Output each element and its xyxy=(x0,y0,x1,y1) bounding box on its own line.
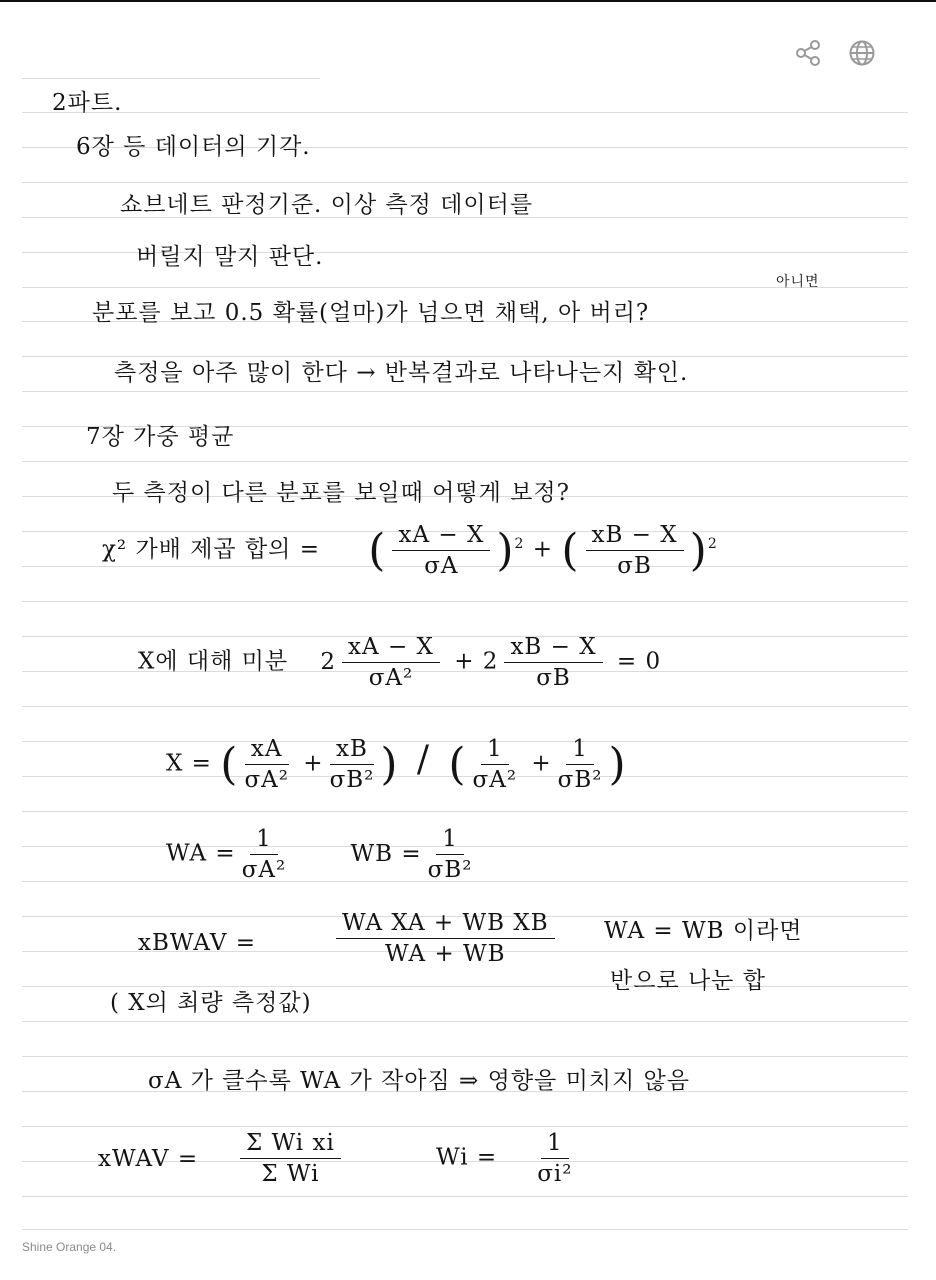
equation-weights xyxy=(166,826,478,883)
wb-numerator: 1 xyxy=(436,826,464,855)
wav-numerator: WA XA + WB XB xyxy=(336,910,555,939)
general-wav-label: xWAV = xyxy=(98,1146,199,1172)
general-wav-numerator: Σ Wi xi xyxy=(240,1130,341,1159)
xbest-n3: 1 xyxy=(481,736,509,765)
xbest-n2: xB xyxy=(330,736,374,765)
chi-b-numerator: xB − X xyxy=(586,522,684,551)
equation-derivative: X에 대해 미분 2 $\frac{xA - X}{\text{σA²}}$ + 2 $\frac{xB - X}{\sigma B}$ = 0 xyxy=(138,634,662,691)
xbest-d1: σA² xyxy=(244,767,289,793)
wi-numerator: 1 xyxy=(541,1130,569,1159)
note-half-sum: 반으로 나눈 합 xyxy=(610,968,766,994)
share-icon[interactable] xyxy=(792,37,824,69)
equation-x-best: X = ( $\frac{xA}{\text{σA²}}$ + $\frac{xB}{\text{σB²}}$ ) / ( $\frac{1}{\text{σA²}}$ + $\frac{1}{\text{σB²}}$ ) xyxy=(166,736,627,793)
note-annotation-or: 아니면 xyxy=(776,274,820,290)
equation-wi xyxy=(436,1130,578,1187)
deriv-b-numerator: xB − X xyxy=(504,634,602,663)
wa-denominator: σA² xyxy=(241,857,287,883)
note-line-part-title: 2파트. xyxy=(52,90,123,116)
wav-denominator: WA + WB xyxy=(385,941,506,967)
note-line-decide: 버릴지 말지 판단. xyxy=(136,244,324,270)
note-line-question: 두 측정이 다른 분포를 보일때 어떻게 보정? xyxy=(112,480,570,506)
xbest-d4: σB² xyxy=(557,767,603,793)
note-line-chapter7: 7장 가중 평균 xyxy=(86,424,235,450)
chi-a-denominator: σA xyxy=(424,553,459,579)
note-equal-weights: WA = WB 이라면 xyxy=(604,918,803,944)
chi-b-denominator: σB xyxy=(617,553,652,579)
equation-weighted-average xyxy=(330,910,561,967)
wi-label: Wi = xyxy=(436,1144,498,1171)
wi-denominator: σi² xyxy=(537,1161,573,1187)
wb-label: WB = xyxy=(350,840,422,867)
globe-icon[interactable] xyxy=(846,37,878,69)
deriv-b-denominator: σB xyxy=(536,665,571,691)
xbest-d2: σB² xyxy=(329,767,375,793)
chi-a-numerator: xA − X xyxy=(392,522,490,551)
note-line-repeat: 측정을 아주 많이 한다 → 반복결과로 나타나는지 확인. xyxy=(114,360,689,386)
x-equals: X = xyxy=(166,750,212,777)
note-line-influence: σA 가 클수록 WA 가 작아짐 ⇒ 영향을 미치지 않음 xyxy=(148,1068,690,1094)
deriv-a-numerator: xA − X xyxy=(342,634,440,663)
xbest-n1: xA xyxy=(245,736,289,765)
paper-brand: Shine Orange 04. xyxy=(22,1240,117,1254)
wa-label: WA = xyxy=(166,840,236,867)
deriv-a-denominator: σA² xyxy=(368,665,414,691)
equation-chi-square: χ² 가배 제곱 합의 = ( $\frac{xA - X}{\sigma A}$ )$^2$ + ( $\frac{xB - X}{\sigma B}$ )$^2$ xyxy=(102,522,718,579)
xbest-d3: σA² xyxy=(472,767,518,793)
derivative-label: X에 대해 미분 xyxy=(138,648,289,675)
general-wav-denominator: Σ Wi xyxy=(261,1161,320,1187)
wa-numerator: 1 xyxy=(250,826,278,855)
note-best-estimate: ( X의 최량 측정값) xyxy=(110,990,312,1016)
equation-general-wav xyxy=(234,1130,347,1187)
xbest-n4: 1 xyxy=(566,736,594,765)
note-line-chapter6: 6장 등 데이터의 기각. xyxy=(76,134,311,160)
chi-square-label: χ² 가배 제곱 합의 = xyxy=(102,536,320,563)
wav-label: xBWAV = xyxy=(138,930,257,956)
wb-denominator: σB² xyxy=(427,857,473,883)
note-line-criterion: 쇼브네트 판정기준. 이상 측정 데이터를 xyxy=(120,192,534,218)
note-line-distribution: 분포를 보고 0.5 확률(얼마)가 넘으면 채택, 아 버리? xyxy=(92,300,650,326)
